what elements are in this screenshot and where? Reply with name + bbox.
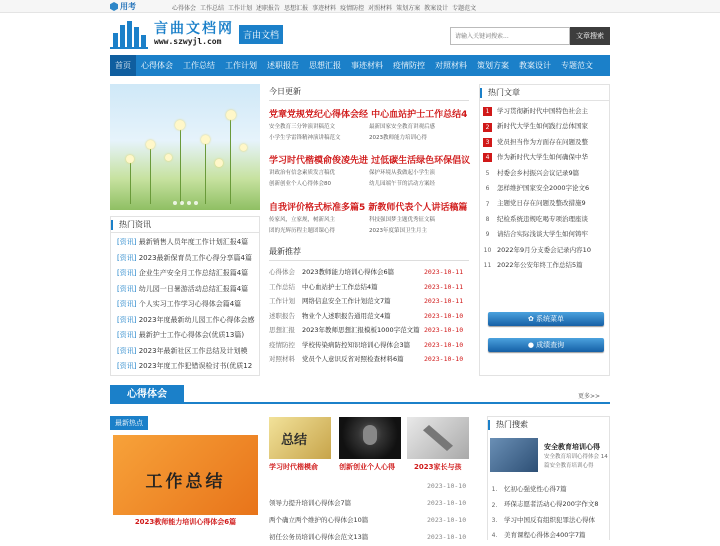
wrench-icon — [423, 425, 453, 451]
search-icon: ● — [527, 341, 537, 349]
brand-name: 言曲文档网 — [154, 21, 234, 37]
list-item[interactable]: 7 主题党日存在问题及整改措施9 — [485, 199, 586, 208]
list-item[interactable]: 4 作为新时代大学生如何确保中华 — [483, 150, 609, 165]
list-item[interactable]: [资讯] 最新护士工作心得体会(优质13篇) — [117, 331, 245, 339]
nav-item[interactable]: 述职报告 — [267, 61, 299, 70]
hot-search-feature-desc: 安全教育培训心得体会 14篇安全教育培训心得 — [544, 454, 608, 469]
list-item[interactable]: [资讯] 2023年度最新幼儿园工作心得体会感 — [117, 315, 255, 324]
list-item[interactable]: 两个确立两个维护的心得体会10篇 2023-10-10 — [269, 516, 467, 524]
list-item[interactable]: [资讯] 企业生产安全月工作总结汇报篇4篇 — [117, 269, 249, 277]
sub-links: 科技强国梦主题优秀征文稿 2023年度第国卫生月主 — [369, 217, 436, 234]
today-title: 今日更新 — [269, 86, 469, 101]
list-item[interactable]: 1. 忆初心强党性心得7篇 — [491, 485, 567, 494]
table-row[interactable]: 心得体会 2023教师能力培训心得体会6篇 2023-10-11 — [269, 268, 464, 276]
list-item[interactable]: 11 2022年公安年终工作总结5篇 — [483, 261, 583, 270]
table-row[interactable]: 疫情防控 学校传染病防控知识培训心得体会3篇 2023-10-10 — [269, 340, 464, 349]
hot-news-panel — [110, 216, 260, 376]
microphone-icon — [363, 425, 377, 445]
list-item[interactable]: 1 学习贯彻新时代中国特色社会主 — [483, 104, 609, 119]
latest-hot-poster[interactable] — [113, 435, 258, 515]
list-item[interactable]: 2. 环保志愿者活动心得200字作文8 — [491, 500, 599, 509]
top-link[interactable]: 述职报告 — [256, 5, 281, 12]
hot-articles-title: 热门文章 — [480, 85, 609, 101]
list-item[interactable]: [资讯] 个人实习工作学习心得体会篇4篇 — [117, 300, 242, 308]
thumb-caption[interactable]: 2023家长与孩 — [414, 463, 462, 471]
slideshow-dots[interactable] — [110, 201, 260, 205]
band-title[interactable]: 心得体会 — [110, 385, 184, 404]
top-link[interactable]: 策划方案 — [396, 5, 421, 12]
table-row[interactable]: 工作计划 网络信息安全工作计划范文7篇 2023-10-11 — [269, 297, 464, 305]
list-item[interactable]: [资讯] 2023最新保育员工作心得分享篇4篇 — [117, 253, 252, 262]
nav-item[interactable]: 疫情防控 — [393, 61, 425, 70]
search-input[interactable] — [450, 27, 570, 45]
list-item[interactable]: 2023-10-10 — [427, 482, 467, 490]
poster-caption[interactable]: 2023教师能力培训心得体会6篇 — [134, 518, 237, 526]
latest-hot-label: 最新热点 — [110, 416, 148, 430]
top-link[interactable]: 教案设计 — [424, 5, 449, 12]
sub-links: 保护环境从我做起小学生演 幼儿园端午节的活动方案经 — [369, 170, 436, 187]
nav-item[interactable]: 对照材料 — [435, 61, 467, 70]
more-link[interactable]: 更多>> — [577, 393, 600, 400]
table-row[interactable]: 思想汇报 2023年教师思想汇报模板1000字范文篇 2023-10-10 — [269, 326, 464, 334]
hot-news-title: 热门资讯 — [111, 217, 259, 233]
top-link[interactable]: 对照材料 — [368, 5, 393, 12]
sub-links: 讲政治有信念素质发言稿优 创新创业个人心得体会80 — [269, 170, 336, 187]
top-link[interactable]: 专题范文 — [452, 5, 477, 12]
nav-item[interactable]: 心得体会 — [141, 61, 173, 70]
list-item[interactable]: [资讯] 2023年度工作犯错误检讨书(优质12 — [117, 362, 253, 370]
nav-item[interactable]: 思想汇报 — [309, 61, 341, 70]
recommend-title: 最新推荐 — [269, 246, 469, 261]
list-item[interactable]: 3 党员担当作为方面存在问题及整 — [483, 135, 609, 150]
top-links — [172, 3, 476, 12]
nav-item[interactable]: 工作总结 — [183, 61, 215, 70]
tools-thumb[interactable] — [407, 417, 469, 459]
hot-search-feature-title[interactable]: 安全教育培训心得 — [544, 443, 600, 451]
nav-item[interactable]: 策划方案 — [477, 61, 509, 70]
list-item[interactable]: 3. 学习中国反有组织犯罪法心得体 — [491, 515, 595, 525]
top-link[interactable]: 事迹材料 — [312, 5, 337, 12]
list-item[interactable]: 8 纪检系统违规吃喝专项治理座谈 — [485, 214, 588, 224]
headline-link[interactable]: 党章党规党纪心得体会经 中心血站护士工作总结4 — [269, 110, 468, 120]
top-link[interactable]: 疫情防控 — [340, 5, 365, 12]
search-button[interactable]: 文章搜索 — [570, 27, 610, 45]
top-bar — [0, 0, 720, 13]
brand-url: www.szwyjl.com — [154, 37, 222, 46]
sub-links: 安全教育三分钟演讲稿范文 小学生学雷锋精神演讲稿范文 — [269, 124, 341, 141]
brand-building-icon — [110, 19, 148, 49]
search-bar — [450, 27, 610, 45]
top-link[interactable]: 工作总结 — [200, 5, 225, 12]
site-brand[interactable] — [110, 18, 283, 50]
site-mini-logo[interactable] — [110, 1, 136, 12]
list-item[interactable]: 9 请结合实际浅谈大学生如何铸牢 — [485, 230, 588, 239]
table-row[interactable]: 对照材料 党员个人意识反省对照检查材料6篇 2023-10-10 — [269, 355, 464, 363]
thumb-image[interactable]: 总结 — [269, 417, 331, 459]
sub-links: 最新国家安全教育讲观后感 2023教师能力培训心得 — [369, 124, 436, 141]
poster-text: 工作总结 — [145, 472, 226, 492]
thumb-caption[interactable]: 学习时代楷模俞 — [269, 463, 318, 471]
bottom-list — [269, 478, 469, 546]
brand-tag: 言由文档 — [239, 25, 283, 44]
top-link[interactable]: 思想汇报 — [284, 5, 309, 12]
list-item[interactable]: [资讯] 幼儿园一日暑游活动总结汇报篇4篇 — [117, 284, 249, 293]
nav-item[interactable]: 教案设计 — [519, 61, 551, 70]
section-band — [110, 385, 610, 404]
hot-articles-panel — [479, 84, 610, 376]
list-item[interactable]: 4. 美育课程心得体会400字7篇 — [491, 531, 586, 540]
top-link[interactable]: 心得体会 — [172, 5, 197, 12]
top-link[interactable]: 工作计划 — [228, 5, 253, 12]
list-item[interactable]: [资讯] 2023年最新社区工作总结及计划模 — [117, 346, 248, 355]
headline-link[interactable]: 学习时代楷模俞俊凌先进 过低碳生活绿色环保倡议 — [269, 156, 471, 166]
list-item[interactable]: 5 村委会乡村振兴会议记录9篇 — [485, 168, 580, 177]
table-row[interactable]: 述职报告 物业个人述职报告通用范文4篇 2023-10-10 — [269, 311, 464, 320]
nav-item-home[interactable]: 首页 — [110, 55, 136, 76]
microphone-thumb[interactable] — [339, 417, 401, 459]
hot-search-list — [490, 482, 610, 544]
sub-links: 传家风，立家规，树新风主 团的光辉历程主题团课心得 — [269, 217, 336, 234]
recommend-list — [269, 265, 469, 367]
logo-icon — [110, 2, 118, 11]
main-nav — [110, 55, 610, 76]
list-item[interactable]: 10 2022年9月分支委会记录内容10 — [483, 245, 591, 254]
score-query-button[interactable]: ● 成绩查询 — [488, 338, 604, 352]
thumb-caption[interactable]: 创新创业个人心得 — [339, 463, 395, 471]
menu-icon: ✿ — [527, 315, 537, 323]
list-item[interactable]: 领导力提升培训心得体会7篇 2023-10-10 — [269, 499, 467, 507]
hot-search-thumb[interactable] — [490, 438, 538, 472]
table-row[interactable]: 工作总结 中心血站护士工作总结4篇 2023-10-11 — [269, 282, 464, 291]
headline-link[interactable]: 自我评价格式标准多篇5 新教师代表个人讲话稿篇 — [269, 203, 468, 213]
list-item[interactable]: 初任公务员培训心得体会范文13篇 2023-10-10 — [269, 533, 467, 541]
site-mini-logo-text: 用考 — [120, 2, 136, 11]
list-item[interactable]: 6 怎样维护国家安全2000字论文6 — [485, 184, 590, 193]
nav-item[interactable]: 工作计划 — [225, 61, 257, 70]
nav-item[interactable]: 专题范文 — [561, 61, 593, 70]
list-item[interactable]: 2 新时代大学生如何践行总体国家 — [483, 119, 609, 134]
hot-search-title: 热门搜索 — [488, 417, 609, 433]
hero-slideshow[interactable] — [110, 84, 260, 210]
system-menu-button[interactable]: ✿ 系统菜单 — [488, 312, 604, 326]
nav-item[interactable]: 事迹材料 — [351, 61, 383, 70]
list-item[interactable]: [资讯] 最新销售人员年度工作计划汇报4篇 — [117, 238, 249, 246]
